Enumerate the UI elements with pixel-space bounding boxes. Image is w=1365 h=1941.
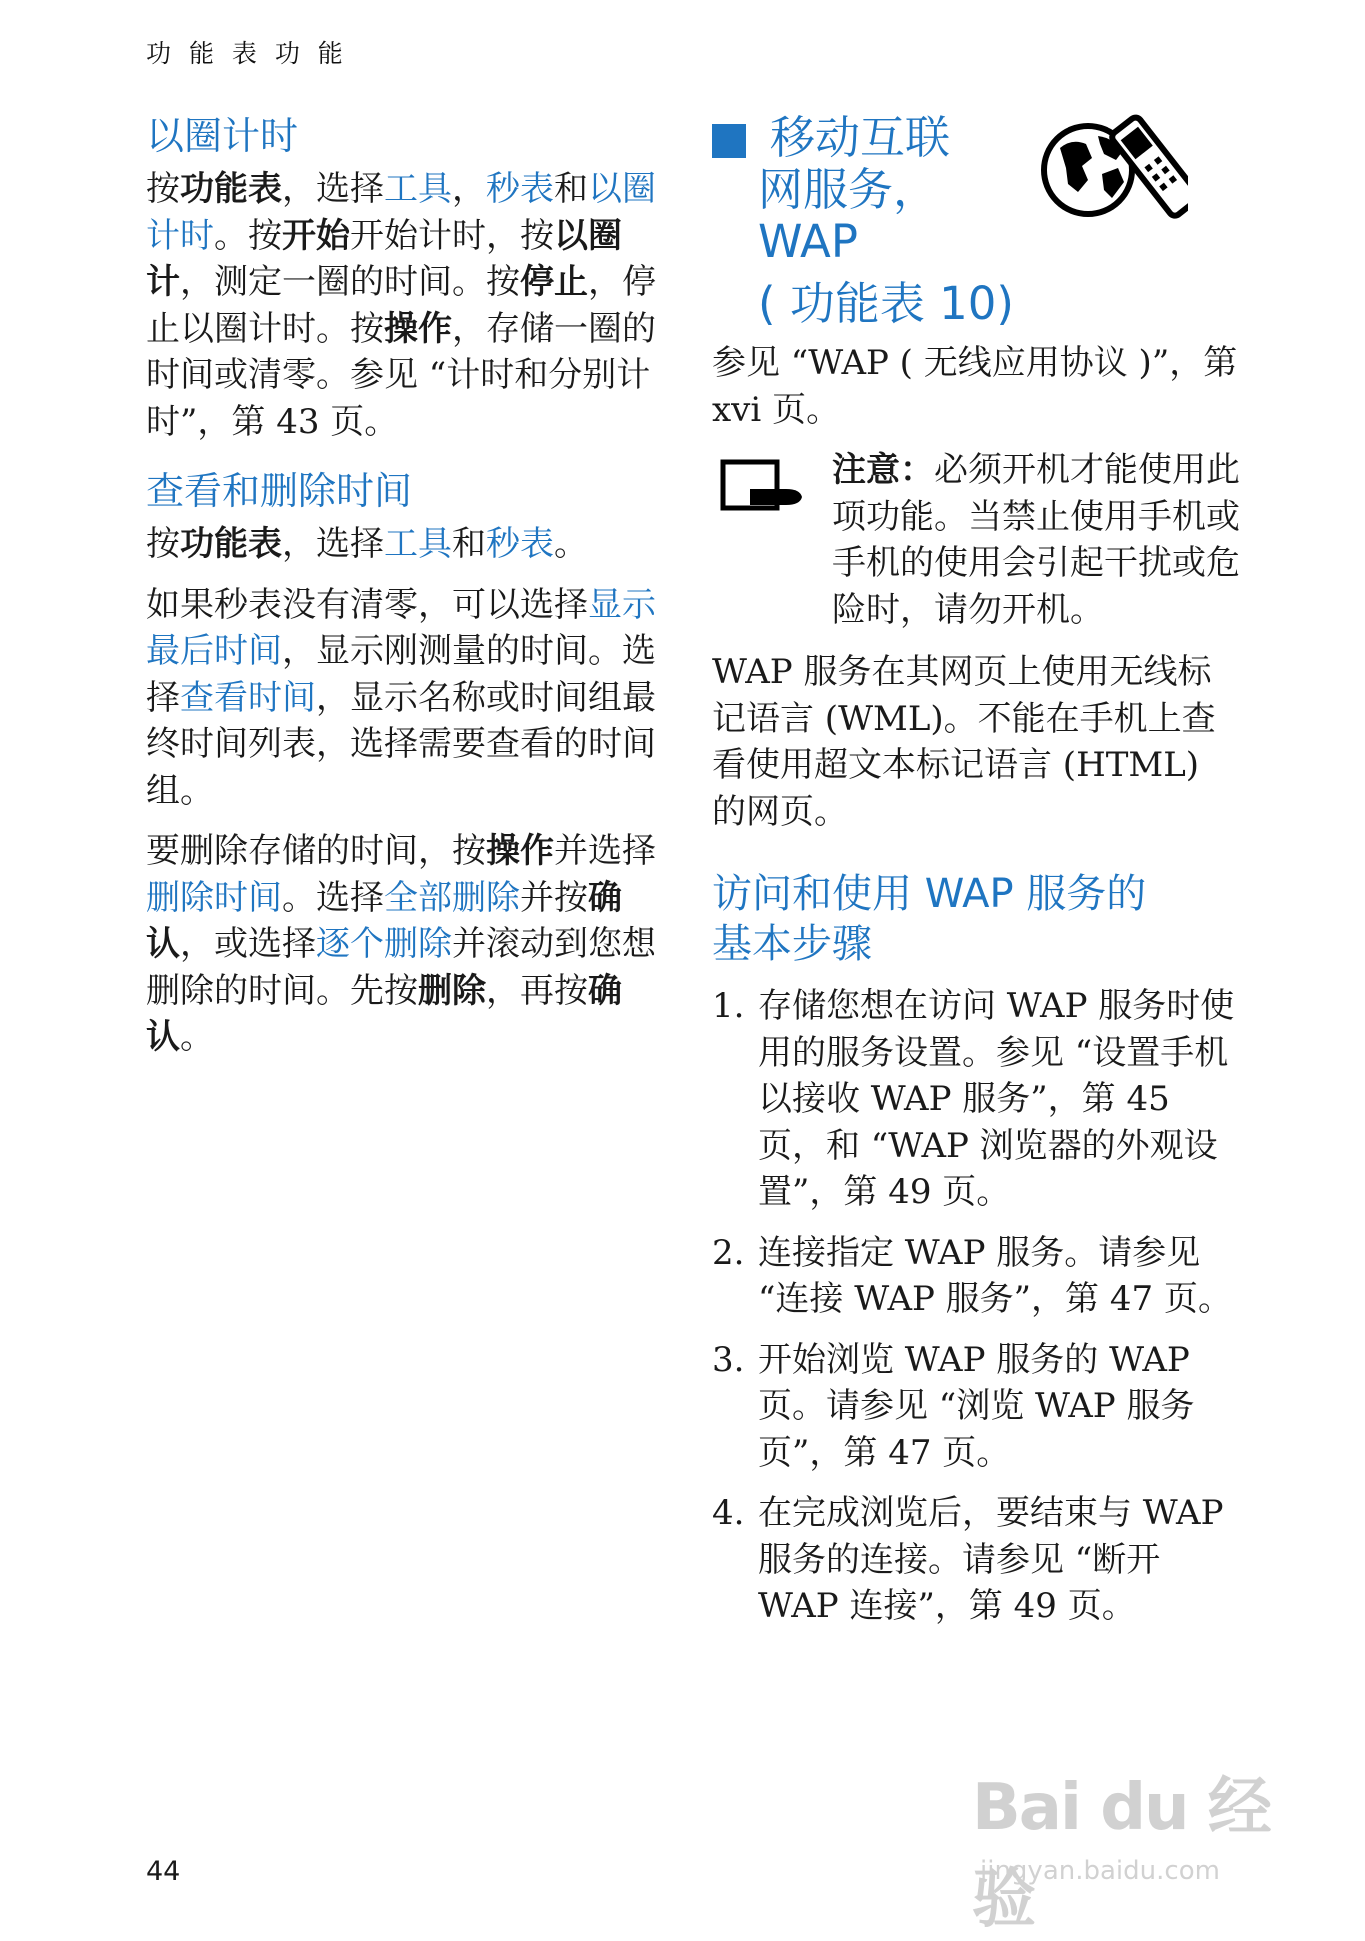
view-delete-paragraph-3: 要删除存储的时间，按操作并选择删除时间。选择全部删除并按确认，或选择逐个删除并滚动到您想删除的时间。先按删除，再按确认。	[146, 831, 656, 1057]
steps-heading: 访问和使用 WAP 服务的 基本步骤	[712, 871, 1147, 967]
list-item: 3. 开始浏览 WAP 服务的 WAP 页。请参见 “浏览 WAP 服务页”，第 47 页。	[712, 1339, 1195, 1473]
list-item: 1. 存储您想在访问 WAP 服务时使用的服务设置。参见 “设置手机以接收 WAP 服务”，第 45 页，和 “WAP 浏览器的外观设置”，第 49 页。	[712, 986, 1235, 1212]
left-column	[146, 112, 658, 1075]
chapter-title-line-3: WAP	[758, 215, 858, 268]
chapter-title-line-2: 网服务，	[758, 163, 939, 216]
watermark-url: jingyan.baidu.com	[980, 1856, 1220, 1886]
view-delete-paragraph-2: 如果秒表没有清零，可以选择显示最后时间，显示刚测量的时间。选择查看时间，显示名称或时间组最终时间列表，选择需要查看的时间组。	[146, 584, 656, 811]
right-column	[712, 112, 1242, 1644]
watermark-logo: Bai du 经验	[972, 1771, 1270, 1937]
baidu-watermark	[972, 1756, 1292, 1937]
chapter-square-icon	[712, 124, 746, 158]
section-title-view-delete: 查看和删除时间	[146, 469, 413, 513]
wml-paragraph: WAP 服务在其网页上使用无线标记语言 (WML)。不能在手机上查看使用超文本标记语言 (HTML) 的网页。	[712, 652, 1216, 832]
lap-timing-paragraph: 按功能表，选择工具，秒表和以圈计时。按开始开始计时，按以圈计，测定一圈的时间。按停止，停止以圈计时。按操作，存储一圈的时间或清零。参见 “计时和分别计时”，第 43 页。	[146, 169, 656, 442]
chapter-title-line-1: 移动互联	[770, 111, 951, 164]
list-item: 4. 在完成浏览后，要结束与 WAP 服务的连接。请参见 “断开 WAP 连接”，第 49 页。	[712, 1493, 1224, 1626]
view-delete-paragraph-1: 按功能表，选择工具和秒表。	[146, 524, 588, 564]
globe-phone-icon	[1038, 108, 1188, 224]
running-head: 功 能 表 功 能	[146, 39, 348, 68]
steps-list	[712, 983, 1242, 1630]
list-item: 2. 连接指定 WAP 服务。请参见 “连接 WAP 服务”，第 47 页。	[712, 1232, 1232, 1319]
note-block	[712, 447, 1242, 633]
chapter-title-line-4: ( 功能表 10)	[758, 277, 1014, 330]
page-number: 44	[146, 1856, 181, 1887]
note-hand-icon	[720, 459, 806, 515]
intro-paragraph: 参见 “WAP ( 无线应用协议 )”，第 xvi 页。	[712, 343, 1238, 430]
section-title-lap-timing: 以圈计时	[146, 114, 299, 158]
chapter-heading	[712, 112, 1242, 328]
note-text: 注意：必须开机才能使用此项功能。当禁止使用手机或手机的使用会引起干扰或危险时，请勿开机。	[832, 450, 1240, 630]
